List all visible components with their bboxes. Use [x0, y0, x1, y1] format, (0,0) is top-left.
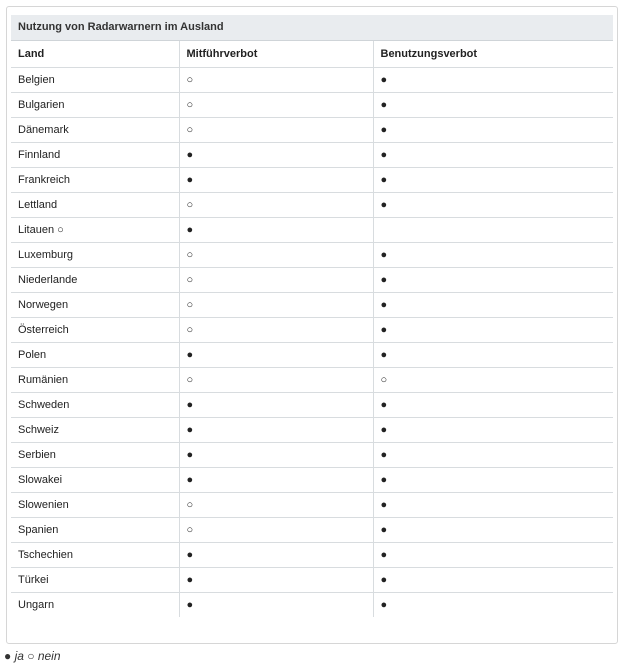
table-row — [11, 192, 613, 217]
cell-benutzungsverbot: ● — [373, 417, 613, 442]
cell-mitfuehrverbot: ○ — [179, 492, 373, 517]
cell-country: Belgien — [11, 67, 179, 92]
column-header-land: Land — [11, 41, 179, 67]
cell-country: Niederlande — [11, 267, 179, 292]
table-row — [11, 317, 613, 342]
cell-mitfuehrverbot: ○ — [179, 517, 373, 542]
cell-mitfuehrverbot: ○ — [179, 92, 373, 117]
cell-mitfuehrverbot: ○ — [179, 292, 373, 317]
cell-country: Schweiz — [11, 417, 179, 442]
cell-country: Türkei — [11, 567, 179, 592]
cell-benutzungsverbot: ● — [380, 598, 388, 611]
cell-mitfuehrverbot: ○ — [179, 367, 373, 392]
cell-country: Polen — [11, 342, 179, 367]
table-row — [11, 442, 613, 467]
cell-benutzungsverbot: ● — [373, 492, 613, 517]
cell-country: Slowakei — [11, 467, 179, 492]
table-row — [11, 142, 613, 167]
cell-benutzungsverbot: ● — [373, 267, 613, 292]
cell-benutzungsverbot: ● — [373, 167, 613, 192]
table-row — [11, 492, 613, 517]
cell-benutzungsverbot: ● — [373, 542, 613, 567]
table-row — [11, 242, 613, 267]
cell-benutzungsverbot: ● — [373, 67, 613, 92]
table-row — [11, 517, 613, 542]
cell-country: Schweden — [11, 392, 179, 417]
cell-country: Bulgarien — [11, 92, 179, 117]
table-row — [11, 542, 613, 567]
cell-mitfuehrverbot: ● — [179, 567, 373, 592]
cell-country: Luxemburg — [11, 242, 179, 267]
cell-benutzungsverbot: ● — [373, 242, 613, 267]
cell-country: Serbien — [11, 442, 179, 467]
cell-benutzungsverbot: ● — [373, 567, 613, 592]
cell-benutzungsverbot: ● — [373, 392, 613, 417]
cell-mitfuehrverbot: ● — [179, 542, 373, 567]
cell-country: Slowenien — [11, 492, 179, 517]
cell-country: Frankreich — [11, 167, 179, 192]
cell-benutzungsverbot: ○ — [373, 367, 613, 392]
cell-mitfuehrverbot: ● — [179, 392, 373, 417]
cell-mitfuehrverbot: ● — [179, 467, 373, 492]
cell-mitfuehrverbot: ● — [179, 442, 373, 467]
cell-mitfuehrverbot: ● — [179, 417, 373, 442]
table-row — [11, 117, 613, 142]
cell-benutzungsverbot: ● — [373, 517, 613, 542]
table-row — [11, 217, 613, 242]
cell-mitfuehrverbot: ○ — [179, 317, 373, 342]
cell-country: Norwegen — [11, 292, 179, 317]
cell-benutzungsverbot: ● — [373, 92, 613, 117]
radar-table — [11, 41, 613, 617]
table-row — [11, 367, 613, 392]
cell-benutzungsverbot: ● — [373, 467, 613, 492]
cell-benutzungsverbot: ● — [373, 342, 613, 367]
cell-country: Spanien — [11, 517, 179, 542]
cell-mitfuehrverbot: ● — [179, 342, 373, 367]
table-body — [11, 67, 613, 617]
cell-benutzungsverbot: ● — [373, 317, 613, 342]
table-row — [11, 467, 613, 492]
table-frame — [6, 6, 618, 644]
cell-country: Tschechien — [11, 542, 179, 567]
cell-country: Dänemark — [11, 117, 179, 142]
cell-mitfuehrverbot: ● — [179, 217, 373, 242]
header-row — [11, 41, 613, 67]
table-row — [11, 92, 613, 117]
cell-country: Finnland — [11, 142, 179, 167]
table-row — [11, 592, 613, 617]
table-title: Nutzung von Radarwarnern im Ausland — [11, 15, 613, 41]
cell-mitfuehrverbot: ○ — [179, 117, 373, 142]
cell-country: Österreich — [11, 317, 179, 342]
cell-mitfuehrverbot: ● — [179, 592, 373, 617]
cell-benutzungsverbot: ● — [373, 142, 613, 167]
cell-country: Lettland — [11, 192, 179, 217]
table-row — [11, 67, 613, 92]
cell-mitfuehrverbot: ○ — [179, 242, 373, 267]
cell-benutzungsverbot — [373, 217, 613, 242]
cell-mitfuehrverbot: ○ — [179, 67, 373, 92]
cell-country: Ungarn — [11, 592, 179, 617]
column-header-mitfuehrverbot: Mitführverbot — [179, 41, 373, 67]
legend: ● ja ○ nein — [4, 649, 61, 663]
cell-benutzungsverbot: ● — [373, 117, 613, 142]
table-row — [11, 392, 613, 417]
cell-country: Litauen ○ — [11, 217, 179, 242]
table-row — [11, 342, 613, 367]
table-row — [11, 167, 613, 192]
table-row — [11, 267, 613, 292]
cell-mitfuehrverbot: ○ — [179, 192, 373, 217]
cell-benutzungsverbot: ● — [373, 192, 613, 217]
cell-mitfuehrverbot: ○ — [179, 267, 373, 292]
column-header-benutzungsverbot: Benutzungsverbot — [373, 41, 613, 67]
cell-mitfuehrverbot: ● — [179, 167, 373, 192]
cell-mitfuehrverbot: ● — [179, 142, 373, 167]
table-row — [11, 417, 613, 442]
cell-country: Rumänien — [11, 367, 179, 392]
table-row — [11, 292, 613, 317]
table-row — [11, 567, 613, 592]
cell-benutzungsverbot: ● — [373, 292, 613, 317]
cell-benutzungsverbot: ● — [373, 442, 613, 467]
